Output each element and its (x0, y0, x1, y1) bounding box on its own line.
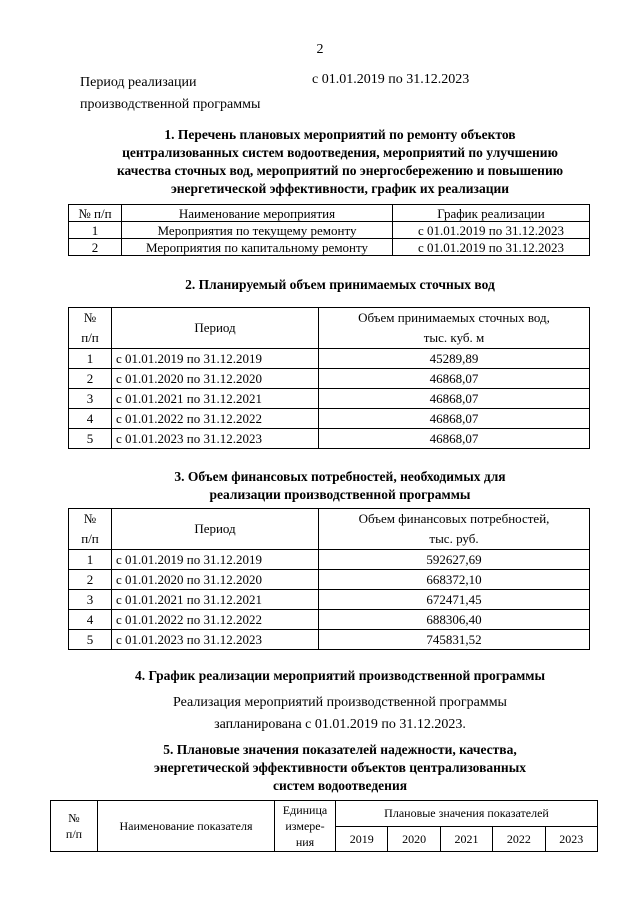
cell-period: с 01.01.2020 по 31.12.2020 (112, 369, 319, 389)
table-row (69, 222, 590, 239)
cell-value: 592627,69 (319, 550, 590, 570)
period-label-line1: Период реализации (80, 75, 197, 90)
cell-value: 46868,07 (319, 409, 590, 429)
cell-value: 45289,89 (319, 349, 590, 369)
table-row (69, 610, 590, 630)
table-header-row (69, 509, 590, 550)
indicators-table (50, 800, 598, 852)
cell-num: 2 (69, 369, 112, 389)
cell-value: 745831,52 (319, 630, 590, 650)
col-header-num-line2: п/п (65, 827, 83, 841)
section4-text-line: запланирована с 01.01.2019 по 31.12.2023. (214, 717, 466, 732)
page-number: 2 (316, 42, 324, 57)
period-value: с 01.01.2019 по 31.12.2023 (312, 72, 470, 87)
col-header-amount (319, 509, 590, 550)
col-header-amount-line2: тыс. руб. (429, 531, 479, 546)
cell-value: 668372,10 (319, 570, 590, 590)
section5-title-line: энергетической эффективности объектов централизованных (153, 760, 526, 775)
section3-title (60, 468, 620, 504)
section4-text (60, 692, 620, 736)
table-row (69, 349, 590, 369)
table-row (69, 409, 590, 429)
cell-period: с 01.01.2022 по 31.12.2022 (112, 610, 319, 630)
section1-title-line: энергетической эффективности, график их реализации (170, 181, 510, 196)
cell-num: 1 (69, 550, 112, 570)
cell-value: 688306,40 (319, 610, 590, 630)
section1-title-line: централизованных систем водоотведения, мероприятий по улучшению (122, 145, 558, 160)
section1-title-line: качества сточных вод, мероприятий по энергосбережению и повышению (116, 163, 564, 178)
section5-title-line: 5. Плановые значения показателей надежности, качества, (163, 742, 517, 757)
cell-num: 3 (69, 590, 112, 610)
cell-period: с 01.01.2023 по 31.12.2023 (112, 429, 319, 449)
table-row (69, 550, 590, 570)
cell-period: с 01.01.2019 по 31.12.2019 (112, 349, 319, 369)
col-header-volume-line1: Объем принимаемых сточных вод, (358, 310, 550, 325)
col-header-unit-line3: ния (295, 835, 315, 849)
section5-title (60, 741, 620, 795)
col-header-year: 2021 (440, 826, 492, 852)
col-header-num: № п/п (69, 205, 122, 222)
section4-title: 4. График реализации мероприятий производственной программы (134, 668, 546, 683)
col-header-volume (319, 308, 590, 349)
cell-activity: Мероприятия по капитальному ремонту (122, 239, 393, 256)
cell-period: с 01.01.2021 по 31.12.2021 (112, 389, 319, 409)
col-header-num (69, 509, 112, 550)
col-header-year: 2019 (336, 826, 388, 852)
col-header-year: 2023 (545, 826, 597, 852)
col-header-activity: Наименование мероприятия (122, 205, 393, 222)
cell-num: 2 (69, 570, 112, 590)
activities-table (68, 204, 590, 256)
cell-value: 46868,07 (319, 389, 590, 409)
cell-num: 1 (69, 349, 112, 369)
cell-num: 4 (69, 409, 112, 429)
table-row (69, 630, 590, 650)
cell-period: с 01.01.2020 по 31.12.2020 (112, 570, 319, 590)
section2-title: 2. Планируемый объем принимаемых сточных вод (185, 277, 495, 292)
period-label-line2: производственной программы (80, 97, 261, 112)
section3-title-line: реализации производственной программы (209, 487, 471, 502)
col-header-schedule: График реализации (393, 205, 590, 222)
col-header-planned-values: Плановые значения показателей (336, 801, 598, 827)
col-header-num-line1: № (83, 310, 97, 325)
period-label (80, 72, 260, 116)
cell-num: 1 (69, 222, 122, 239)
cell-value: 46868,07 (319, 429, 590, 449)
col-header-indicator: Наименование показателя (98, 801, 275, 852)
col-header-num-line2: п/п (81, 330, 99, 345)
table-header-row (51, 801, 598, 827)
section1-title-line: 1. Перечень плановых мероприятий по ремонту объектов (164, 127, 516, 142)
col-header-year: 2022 (493, 826, 545, 852)
cell-period: с 01.01.2019 по 31.12.2019 (112, 550, 319, 570)
table-row (69, 239, 590, 256)
section3-title-line: 3. Объем финансовых потребностей, необходимых для (174, 469, 506, 484)
financial-needs-table (68, 508, 590, 650)
col-header-period: Период (112, 308, 319, 349)
cell-num: 2 (69, 239, 122, 256)
col-header-num (51, 801, 98, 852)
col-header-amount-line1: Объем финансовых потребностей, (358, 511, 550, 526)
col-header-num-line1: № (68, 811, 80, 825)
cell-period: с 01.01.2023 по 31.12.2023 (112, 630, 319, 650)
cell-num: 4 (69, 610, 112, 630)
table-row (69, 570, 590, 590)
cell-num: 5 (69, 429, 112, 449)
cell-value: 46868,07 (319, 369, 590, 389)
cell-period: с 01.01.2021 по 31.12.2021 (112, 590, 319, 610)
col-header-num (69, 308, 112, 349)
cell-schedule: с 01.01.2019 по 31.12.2023 (393, 222, 590, 239)
table-header-row (69, 308, 590, 349)
cell-schedule: с 01.01.2019 по 31.12.2023 (393, 239, 590, 256)
col-header-period: Период (112, 509, 319, 550)
table-row (69, 369, 590, 389)
col-header-year: 2020 (388, 826, 440, 852)
cell-num: 5 (69, 630, 112, 650)
table-row (69, 389, 590, 409)
section4-text-line: Реализация мероприятий производственной программы (173, 695, 507, 710)
col-header-num-line1: № (83, 511, 97, 526)
col-header-num-line2: п/п (81, 531, 99, 546)
section5-title-line: систем водоотведения (272, 778, 408, 793)
table-row (69, 429, 590, 449)
wastewater-volume-table (68, 307, 590, 449)
table-row (69, 590, 590, 610)
col-header-volume-line2: тыс. куб. м (423, 330, 485, 345)
cell-value: 672471,45 (319, 590, 590, 610)
col-header-unit (275, 801, 336, 852)
table-header-row (69, 205, 590, 222)
cell-num: 3 (69, 389, 112, 409)
col-header-unit-line1: Единица (282, 803, 328, 817)
section1-title (60, 126, 620, 198)
col-header-unit-line2: измере- (285, 819, 325, 833)
cell-activity: Мероприятия по текущему ремонту (122, 222, 393, 239)
cell-period: с 01.01.2022 по 31.12.2022 (112, 409, 319, 429)
